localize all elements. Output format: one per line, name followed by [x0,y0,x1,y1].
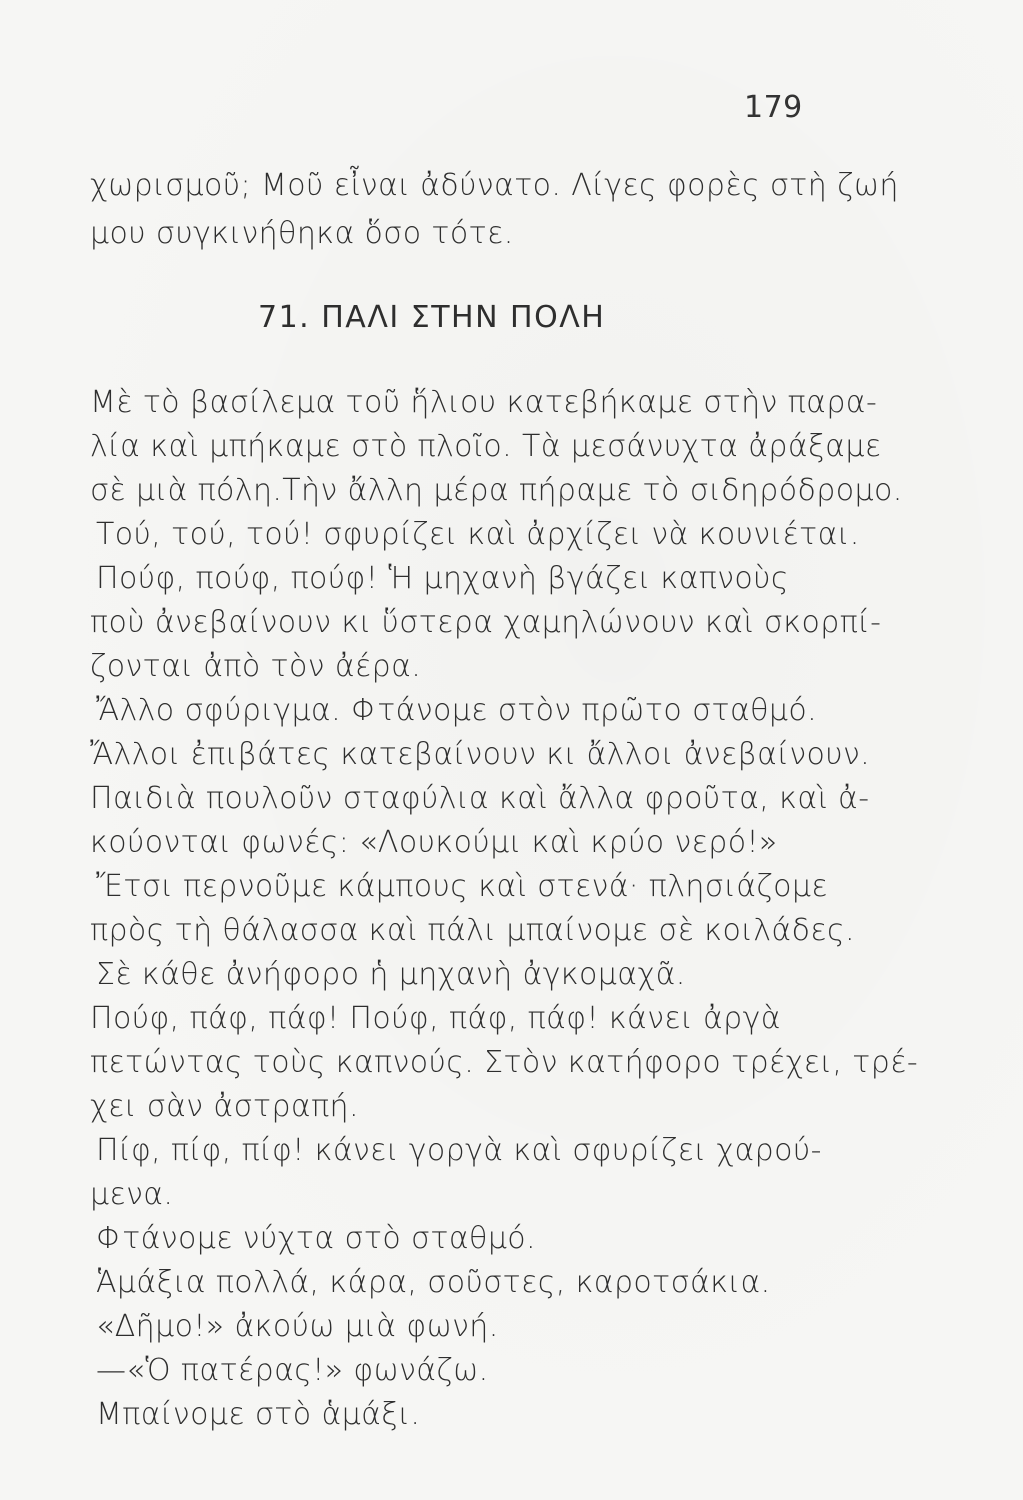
text-line: πετώντας τοὺς καπνούς. Στὸν κατήφορο τρέχει, τρέ- [90,1045,919,1080]
text-line: Πίφ, πίφ, πίφ! κάνει γοργὰ καὶ σφυρίζει χαρού- [96,1133,822,1168]
text-line: Μὲ τὸ βασίλεμα τοῦ ἥλιου κατεβήκαμε στὴν παρα- [90,385,878,420]
text-line: Παιδιὰ πουλοῦν σταφύλια καὶ ἄλλα φροῦτα, καὶ ἀ- [90,781,870,816]
text-line: ζονται ἀπὸ τὸν ἀέρα. [90,649,422,684]
text-line: λία καὶ μπήκαμε στὸ πλοῖο. Τὰ μεσάνυχτα ἀράξαμε [90,429,882,464]
text-line: κούονται φωνές: «Λουκούμι καὶ κρύο νερό!» [90,825,778,860]
text-line: ποὺ ἀνεβαίνουν κι ὕστερα χαμηλώνουν καὶ σκορπί- [90,605,882,640]
text-line: Τού, τού, τού! σφυρίζει καὶ ἀρχίζει νὰ κουνιέται. [96,517,860,552]
text-line: Σὲ κάθε ἀνήφορο ἡ μηχανὴ ἀγκομαχᾶ. [96,957,686,992]
text-line: «Δῆμο!» ἀκούω μιὰ φωνή. [96,1309,499,1344]
text-line: —«Ὁ πατέρας!» φωνάζω. [96,1353,489,1388]
text-line: Μπαίνομε στὸ ἁμάξι. [96,1397,421,1432]
text-line: χει σὰν ἀστραπή. [90,1089,359,1124]
text-line: Πούφ, πούφ, πούφ! Ἡ μηχανὴ βγάζει καπνοὺς [96,561,789,596]
page-number: 179 [744,90,803,125]
text-line: Φτάνομε νύχτα στὸ σταθμό. [96,1221,536,1256]
text-line: Πούφ, πάφ, πάφ! Πούφ, πάφ, πάφ! κάνει ἀργὰ [90,1001,781,1036]
text-line: Ἄλλο σφύριγμα. Φτάνομε στὸν πρῶτο σταθμό. [96,693,818,728]
text-line: Ἄλλοι ἐπιβάτες κατεβαίνουν κι ἄλλοι ἀνεβαίνουν. [90,737,871,772]
text-line: Ἁμάξια πολλά, κάρα, σοῦστες, καροτσάκια. [96,1265,771,1300]
text-line: σὲ μιὰ πόλη.Τὴν ἄλλη μέρα πήραμε τὸ σιδηρόδρομο. [90,473,903,508]
chapter-heading: 71. ΠΑΛΙ ΣΤΗΝ ΠΟΛΗ [258,300,606,335]
text-line: πρὸς τὴ θάλασσα καὶ πάλι μπαίνομε σὲ κοιλάδες. [90,913,855,948]
text-line: μενα. [90,1177,174,1212]
text-line: χωρισμοῦ; Μοῦ εἶναι ἀδύνατο. Λίγες φορὲς στὴ ζωή [90,168,899,203]
text-line: Ἔτσι περνοῦμε κάμπους καὶ στενά· πλησιάζομε [96,869,828,904]
text-line: μου συγκινήθηκα ὅσο τότε. [90,216,514,251]
